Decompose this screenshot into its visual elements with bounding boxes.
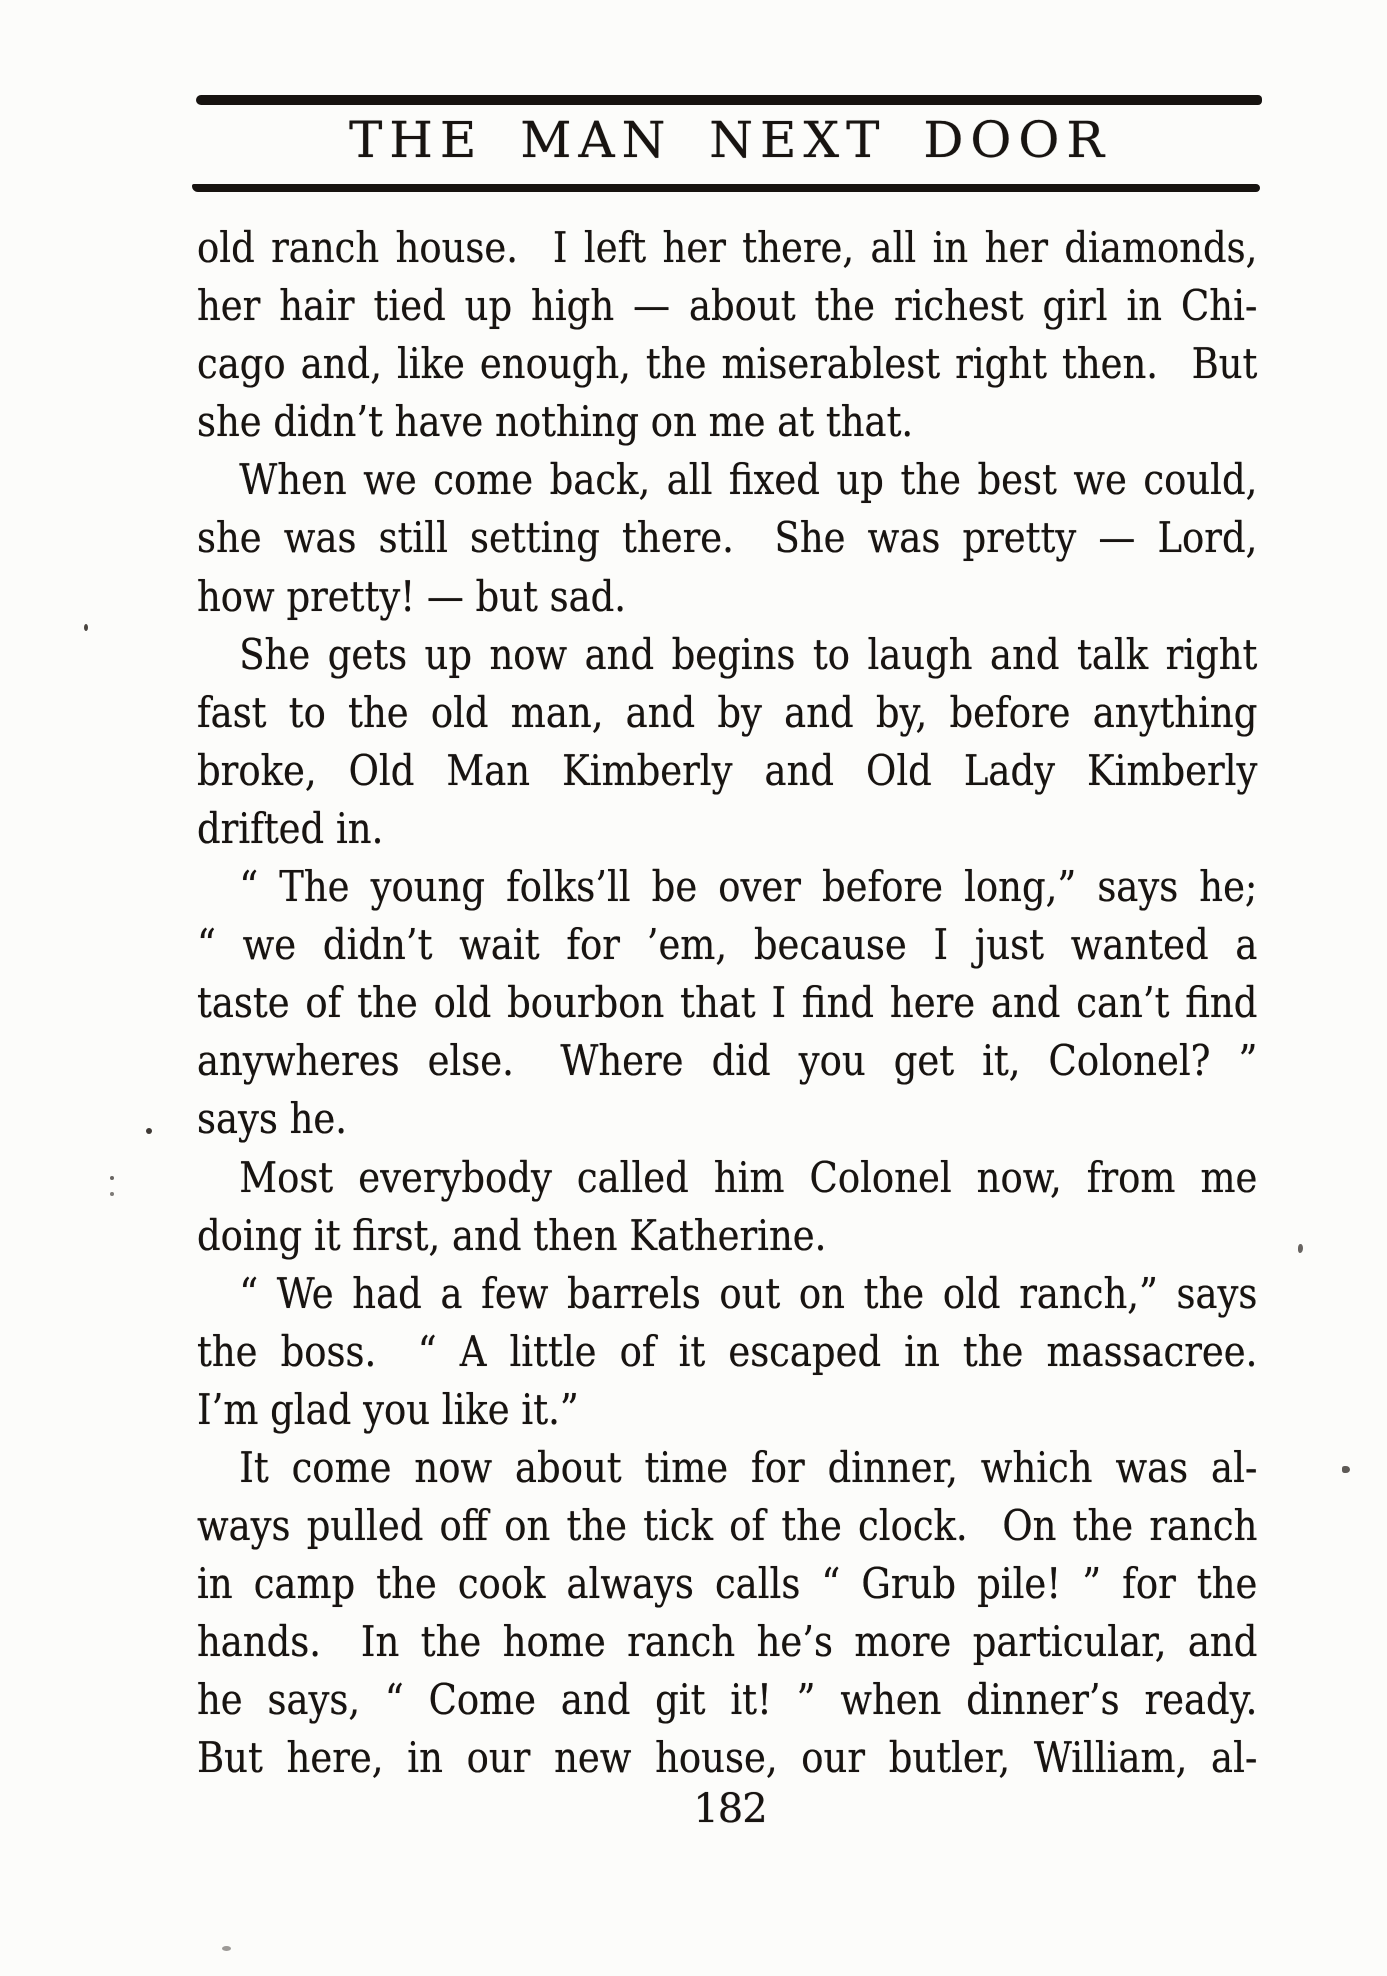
scan-speck bbox=[110, 1176, 114, 1180]
text-line: she was still setting there. She was pretty — Lord, bbox=[197, 513, 1258, 563]
text-line: She gets up now and begins to laugh and talk right bbox=[239, 629, 1258, 679]
text-line: doing it first, and then Katherine. bbox=[197, 1210, 827, 1260]
text-line: how pretty! — but sad. bbox=[197, 571, 627, 621]
scan-speck bbox=[146, 1128, 152, 1134]
text-line: old ranch house. I left her there, all in her diamonds, bbox=[197, 223, 1258, 272]
text-line: I’m glad you like it.” bbox=[197, 1384, 579, 1434]
text-line: When we come back, all fixed up the best we could, bbox=[239, 455, 1258, 505]
text-line: taste of the old bourbon that I find here and can’t find bbox=[197, 978, 1258, 1028]
text-line: hands. In the home ranch he’s more particular, and bbox=[197, 1617, 1258, 1667]
text-line: cago and, like enough, the miserablest right then. But bbox=[197, 339, 1258, 389]
scan-speck bbox=[222, 1946, 231, 1951]
text-line: But here, in our new house, our butler, William, al- bbox=[197, 1733, 1258, 1783]
scan-speck bbox=[1342, 1466, 1350, 1473]
running-title: THE MAN NEXT DOOR bbox=[348, 111, 1112, 169]
scan-speck bbox=[110, 1192, 114, 1196]
text-line: her hair tied up high — about the richest girl in Chi- bbox=[197, 281, 1258, 331]
text-line: the boss. “ A little of it escaped in the massacree. bbox=[197, 1326, 1258, 1376]
page-number: 182 bbox=[693, 1786, 767, 1832]
text-line: “ We had a few barrels out on the old ranch,” says bbox=[239, 1268, 1258, 1318]
header-rule-bottom bbox=[192, 184, 1260, 192]
text-line: drifted in. bbox=[197, 803, 384, 853]
scan-speck bbox=[1298, 1244, 1303, 1253]
text-line: ways pulled off on the tick of the clock. On the ranch bbox=[197, 1501, 1258, 1551]
text-line: says he. bbox=[197, 1094, 348, 1144]
text-line: Most everybody called him Colonel now, from me bbox=[239, 1152, 1258, 1202]
text-line: “ we didn’t wait for ’em, because I just wanted a bbox=[197, 920, 1258, 970]
text-line: in camp the cook always calls “ Grub pile! ” for the bbox=[197, 1559, 1258, 1609]
header-rule-top bbox=[196, 95, 1262, 105]
text-line: he says, “ Come and git it! ” when dinner’s ready. bbox=[197, 1675, 1258, 1725]
text-line: “ The young folks’ll be over before long,” says he; bbox=[239, 862, 1258, 912]
text-line: anywheres else. Where did you get it, Colonel? ” bbox=[197, 1036, 1258, 1086]
scan-speck bbox=[84, 624, 88, 631]
page-text bbox=[197, 219, 1257, 1788]
text-line: she didn’t have nothing on me at that. bbox=[197, 397, 914, 447]
text-line: It come now about time for dinner, which was al- bbox=[239, 1442, 1258, 1492]
text-line: broke, Old Man Kimberly and Old Lady Kimberly bbox=[197, 745, 1258, 795]
text-line: fast to the old man, and by and by, before anything bbox=[197, 687, 1258, 737]
